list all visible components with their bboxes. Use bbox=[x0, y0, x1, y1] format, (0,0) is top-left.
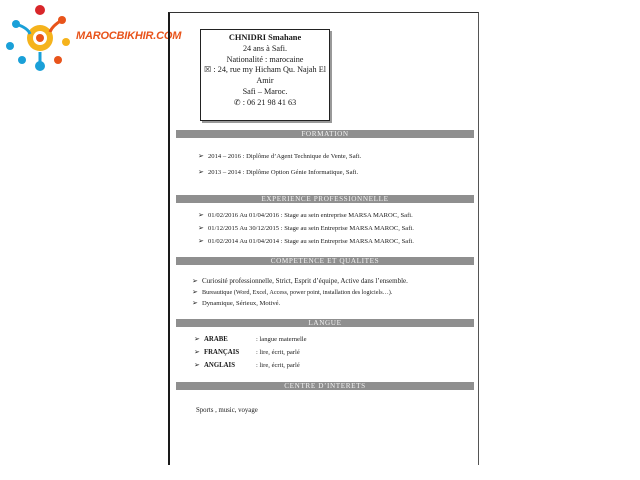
list-item: ➢ ARABE : langue maternelle bbox=[194, 335, 307, 343]
section-header-interets bbox=[176, 382, 474, 390]
section-title: COMPETENCE ET QUALITES bbox=[270, 257, 380, 265]
section-title: FORMATION bbox=[301, 130, 349, 138]
arrow-bullet-icon: ➢ bbox=[194, 361, 200, 369]
arrow-bullet-icon: ➢ bbox=[198, 168, 204, 176]
arrow-bullet-icon: ➢ bbox=[198, 152, 204, 160]
arrow-bullet-icon: ➢ bbox=[192, 277, 198, 285]
address-line-2: Amir bbox=[256, 76, 274, 86]
nationality: Nationalité : marocaine bbox=[226, 54, 304, 64]
interests-text: Sports , music, voyage bbox=[196, 407, 258, 414]
list-item: ➢ 01/02/2014 Au 01/04/2014 : Stage au sein Entreprise MARSA MAROC, Safi. bbox=[198, 237, 414, 245]
age-city: 24 ans à Safi. bbox=[242, 43, 288, 53]
list-item: ➢ 01/12/2015 Au 30/12/2015 : Stage au sein Entreprise MARSA MAROC, Safi. bbox=[198, 224, 414, 232]
arrow-bullet-icon: ➢ bbox=[198, 224, 204, 232]
arrow-bullet-icon: ➢ bbox=[198, 237, 204, 245]
identity-box bbox=[200, 29, 330, 121]
section-title: CENTRE D’INTERETS bbox=[284, 382, 366, 390]
section-title: LANGUE bbox=[308, 319, 342, 327]
arrow-bullet-icon: ➢ bbox=[194, 335, 200, 343]
list-item: ➢ Dynamique, Sérieux, Motivé. bbox=[192, 299, 281, 307]
phone: ✆ : 06 21 98 41 63 bbox=[233, 97, 297, 107]
sun-logo-icon bbox=[2, 2, 74, 72]
section-header-formation bbox=[176, 130, 474, 138]
list-item: ➢ FRANÇAIS : lire, écrit, parlé bbox=[194, 348, 300, 356]
list-item: ➢ 01/02/2016 Au 01/04/2016 : Stage au sein entreprise MARSA MAROC, Safi. bbox=[198, 211, 413, 219]
section-title: EXPERIENCE PROFESSIONNELLE bbox=[261, 195, 389, 203]
list-item: ➢ Curiosité professionnelle, Strict, Esprit d’équipe, Active dans l’ensemble. bbox=[192, 277, 408, 285]
arrow-bullet-icon: ➢ bbox=[198, 211, 204, 219]
list-item: ➢ Bureautique (Word, Excel, Access, power point, installation des logiciels…). bbox=[192, 288, 393, 296]
watermark-text: MAROCBIKHIR.COM bbox=[76, 30, 182, 42]
arrow-bullet-icon: ➢ bbox=[192, 288, 198, 296]
list-item: ➢ 2013 – 2014 : Diplôme Option Génie Informatique, Safi. bbox=[198, 168, 359, 176]
watermark-logo bbox=[2, 2, 192, 72]
address-line-3: Safi – Maroc. bbox=[242, 86, 288, 96]
list-item: ➢ 2014 – 2016 : Diplôme d’Agent Technique de Vente, Safi. bbox=[198, 152, 362, 160]
arrow-bullet-icon: ➢ bbox=[192, 299, 198, 307]
cv-page bbox=[168, 12, 479, 465]
candidate-name: CHNIDRI Smahane bbox=[228, 33, 302, 42]
section-header-langue bbox=[176, 319, 474, 327]
arrow-bullet-icon: ➢ bbox=[194, 348, 200, 356]
section-header-experience bbox=[176, 195, 474, 203]
address-line-1: ☒ : 24, rue my Hicham Qu. Najah El bbox=[204, 65, 326, 75]
list-item: ➢ ANGLAIS : lire, écrit, parlé bbox=[194, 361, 300, 369]
section-header-competences bbox=[176, 257, 474, 265]
